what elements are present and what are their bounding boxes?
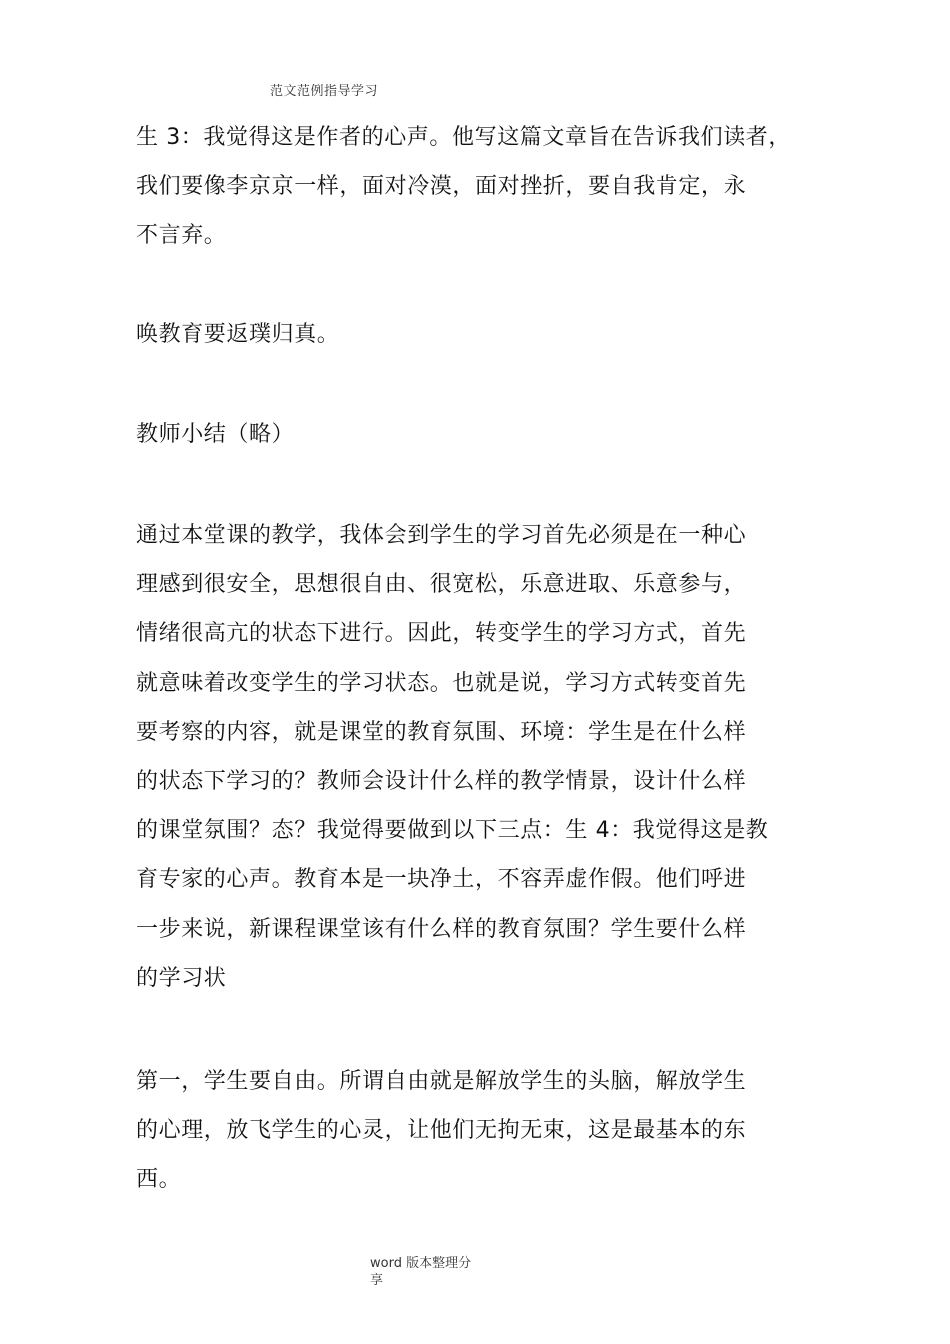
text-line: 情绪很高亢的状态下进行。因此，转变学生的学习方式，首先 <box>136 621 747 647</box>
footer-line: word 版本整理分 <box>370 1256 472 1271</box>
paragraph-reflection <box>136 511 768 1003</box>
paragraph-point-one <box>136 1057 746 1205</box>
paragraph-teacher-summary <box>136 410 294 459</box>
text-line: 的心理，放飞学生的心灵，让他们无拘无束，这是最基本的东 <box>136 1118 747 1144</box>
text-line: 生 3：我觉得这是作者的心声。他写这篇文章旨在告诉我们读者， <box>136 125 791 150</box>
text-line: 第一，学生要自由。所谓自由就是解放学生的头脑，解放学生 <box>136 1069 747 1094</box>
paragraph-student-3 <box>136 113 791 261</box>
page-header: 范文范例指导学习 <box>270 84 379 99</box>
text-line: 不言弃。 <box>136 223 227 249</box>
text-line: 理感到很安全，思想很自由、很宽松，乐意进取、乐意参与， <box>136 572 747 598</box>
text-line: 就意味着改变学生的学习状态。也就是说，学习方式转变首先 <box>136 670 747 696</box>
text-line: 的学习状 <box>136 965 227 991</box>
text-line: 育专家的心声。教育本是一块净土，不容弄虚作假。他们呼进 <box>136 867 747 893</box>
text-line: 的课堂氛围？态？我觉得要做到以下三点：生 4：我觉得这是教 <box>136 818 769 844</box>
paragraph-return-to-simplicity <box>136 310 339 359</box>
text-line: 的状态下学习的？教师会设计什么样的教学情景，设计什么样 <box>136 769 747 795</box>
text-line: 通过本堂课的教学，我体会到学生的学习首先必须是在一种心 <box>136 523 747 548</box>
footer-line: 享 <box>370 1273 384 1288</box>
page-footer <box>370 1255 471 1289</box>
text-line: 教师小结（略） <box>136 422 295 447</box>
text-line: 要考察的内容，就是课堂的教育氛围、环境：学生是在什么样 <box>136 719 747 745</box>
text-line: 我们要像李京京一样，面对冷漠，面对挫折，要自我肯定，永 <box>136 174 747 200</box>
text-line: 唤教育要返璞归真。 <box>136 322 340 347</box>
text-line: 西。 <box>136 1167 182 1193</box>
text-line: 一步来说，新课程课堂该有什么样的教育氛围？学生要什么样 <box>136 916 747 942</box>
